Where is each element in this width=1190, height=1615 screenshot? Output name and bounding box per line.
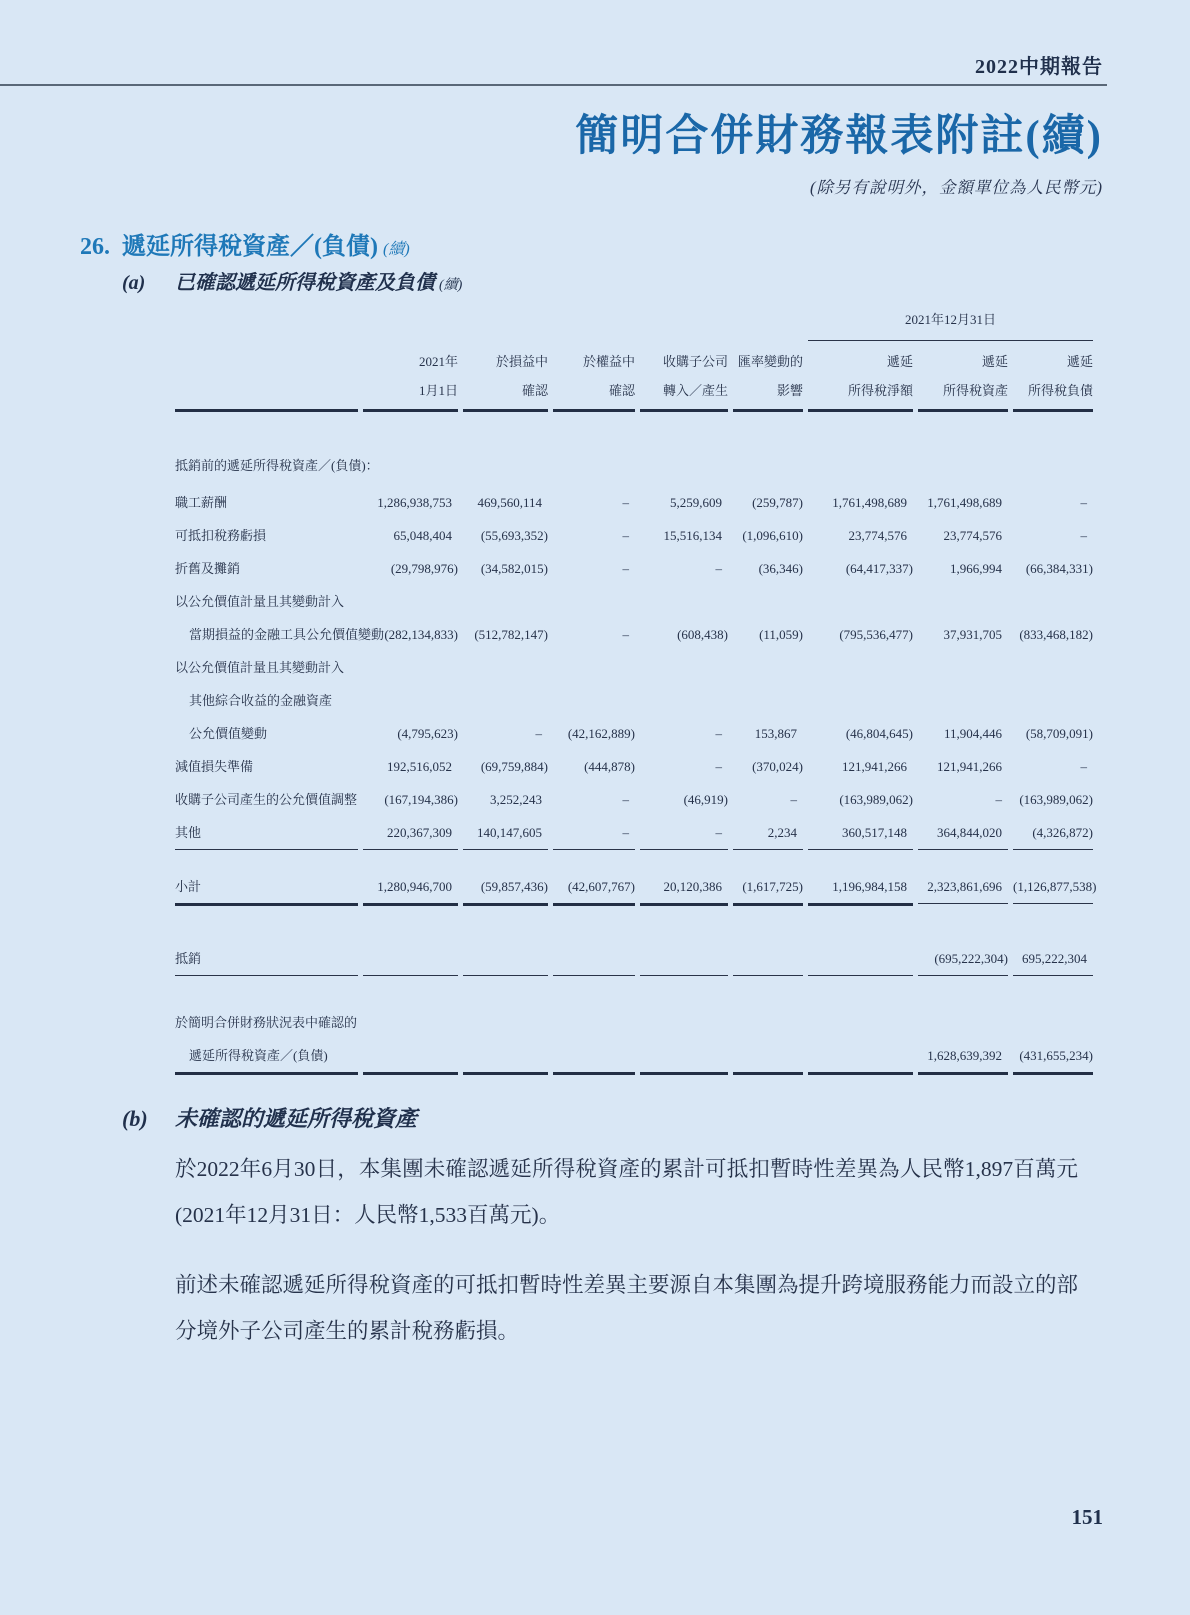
- table-row: [175, 816, 1093, 850]
- cell-value: –: [1080, 759, 1087, 774]
- cell-value: (608,438): [677, 627, 728, 642]
- cell-value: [363, 942, 458, 976]
- table-row: [175, 585, 1093, 618]
- cell-value: 1,966,994: [950, 561, 1002, 576]
- cell-value: (444,878): [584, 759, 635, 774]
- row-label: 遞延所得稅資產／(負債): [175, 1039, 358, 1075]
- cell-value: (370,024): [752, 759, 803, 774]
- cell-value: (512,782,147): [474, 627, 548, 642]
- cell-value: –: [995, 792, 1002, 807]
- cell-value: (167,194,386): [384, 792, 458, 807]
- cell-value: (46,804,645): [845, 726, 913, 741]
- header-rule: [0, 84, 1107, 86]
- row-label-header: [175, 341, 358, 412]
- row-label: 職工薪酬: [175, 495, 228, 510]
- cell-value: (833,468,182): [1019, 627, 1093, 642]
- cell-value: 1,286,938,753: [377, 495, 452, 510]
- cell-value: –: [1080, 528, 1087, 543]
- cell-value: (1,126,877,538): [1013, 870, 1093, 904]
- row-label: 當期損益的金融工具公允價值變動: [189, 627, 385, 642]
- cell-value: 3,252,243: [490, 792, 542, 807]
- cell-value: 1,628,639,392: [918, 1039, 1008, 1075]
- subsection-a-continued-tag: (續): [439, 278, 463, 293]
- cell-value: 1,761,498,689: [927, 495, 1002, 510]
- cell-value: 65,048,404: [393, 528, 452, 543]
- cell-value: [808, 1039, 913, 1075]
- column-header: 匯率變動的 影響: [733, 341, 803, 412]
- cell-value: (163,989,062): [839, 792, 913, 807]
- table-row: [175, 449, 1093, 482]
- cell-value: [463, 942, 548, 976]
- row-label: 收購子公司產生的公允價值調整: [175, 792, 358, 807]
- cell-value: 1,280,946,700: [363, 870, 458, 906]
- cell-value: (1,096,610): [742, 528, 803, 543]
- cell-value: –: [622, 627, 629, 642]
- section-number: 26.: [80, 234, 110, 260]
- table-row: [175, 552, 1093, 585]
- cell-value: [463, 1039, 548, 1075]
- cell-value: 121,941,266: [937, 759, 1002, 774]
- table-row: [175, 870, 1097, 906]
- row-label: 可抵扣稅務虧損: [175, 528, 267, 543]
- table-row: [175, 783, 1093, 816]
- row-label: 減值損失準備: [175, 759, 254, 774]
- row-label: 以公允價值計量且其變動計入: [175, 594, 345, 609]
- column-header: 遞延 所得稅淨額: [808, 341, 913, 412]
- group-date-header: 2021年12月31日: [808, 300, 1093, 341]
- cell-value: [733, 1039, 803, 1075]
- row-label: 折舊及攤銷: [175, 561, 241, 576]
- cell-value: –: [715, 561, 722, 576]
- cell-value: –: [790, 792, 797, 807]
- section-title: 遞延所得稅資產／(負債): [122, 234, 378, 260]
- cell-value: 469,560,114: [477, 495, 542, 510]
- cell-value: 23,774,576: [943, 528, 1002, 543]
- row-label: 小計: [175, 870, 358, 906]
- cell-value: 5,259,609: [670, 495, 722, 510]
- row-label: 以公允價值計量且其變動計入: [175, 660, 345, 675]
- cell-value: –: [622, 561, 629, 576]
- cell-value: 1,196,984,158: [808, 870, 913, 906]
- cell-value: 11,904,446: [943, 726, 1002, 741]
- cell-value: –: [535, 726, 542, 741]
- section-heading: [80, 226, 410, 261]
- subsection-b-heading: [122, 1102, 417, 1133]
- cell-value: 121,941,266: [842, 759, 907, 774]
- cell-value: (42,607,767): [553, 870, 635, 906]
- cell-value: [553, 1039, 635, 1075]
- cell-value: (282,134,833): [384, 627, 458, 642]
- page-number: 151: [1071, 1505, 1103, 1529]
- unrecognised-dta-paragraph-1: 於2022年6月30日，本集團未確認遞延所得稅資產的累計可抵扣暫時性差異為人民幣1,897百萬元(2021年12月31日：人民幣1,533百萬元)。: [175, 1157, 1078, 1227]
- section-label: 抵銷前的遞延所得稅資產／(負債)：: [175, 458, 379, 473]
- cell-value: (29,798,976): [390, 561, 458, 576]
- cell-value: (64,417,337): [845, 561, 913, 576]
- row-label: 於簡明合併財務狀況表中確認的: [175, 1015, 358, 1030]
- cell-value: 37,931,705: [943, 627, 1002, 642]
- cell-value: –: [622, 528, 629, 543]
- cell-value: –: [622, 792, 629, 807]
- cell-value: [808, 942, 913, 976]
- cell-value: –: [1080, 495, 1087, 510]
- table-row: [175, 486, 1093, 519]
- row-label: 其他綜合收益的金融資產: [189, 693, 333, 708]
- cell-value: 2,323,861,696: [918, 870, 1008, 904]
- cell-value: –: [622, 495, 629, 510]
- table-row: [175, 717, 1093, 750]
- table-row: [175, 750, 1093, 783]
- cell-value: (46,919): [683, 792, 728, 807]
- deferred-tax-table: [175, 300, 1097, 1075]
- cell-value: 140,147,605: [463, 816, 548, 850]
- cell-value: 2,234: [733, 816, 803, 850]
- cell-value: (259,787): [752, 495, 803, 510]
- column-header: 遞延 所得稅負債: [1013, 341, 1093, 412]
- cell-value: (795,536,477): [839, 627, 913, 642]
- row-label: 抵銷: [175, 942, 358, 976]
- cell-value: –: [640, 816, 728, 850]
- cell-value: 360,517,148: [808, 816, 913, 850]
- cell-value: (4,326,872): [1013, 816, 1093, 850]
- column-header: 收購子公司 轉入／產生: [640, 341, 728, 412]
- cell-value: 220,367,309: [363, 816, 458, 850]
- report-title-label: 2022中期報告: [975, 56, 1103, 78]
- table-row: [175, 684, 1093, 717]
- cell-value: (4,795,623): [397, 726, 458, 741]
- subsection-a-heading: [122, 266, 462, 295]
- cell-value: [640, 942, 728, 976]
- table-row: [175, 942, 1093, 976]
- cell-value: 23,774,576: [848, 528, 907, 543]
- column-header: 於權益中 確認: [553, 341, 635, 412]
- cell-value: 192,516,052: [387, 759, 452, 774]
- table-row: [175, 1006, 1093, 1039]
- cell-value: (695,222,304): [918, 942, 1008, 976]
- column-header: 遞延 所得稅資產: [918, 341, 1008, 412]
- table-row: [175, 341, 1093, 412]
- cell-value: [733, 942, 803, 976]
- cell-value: (431,655,234): [1013, 1039, 1093, 1075]
- cell-value: 364,844,020: [918, 816, 1008, 850]
- cell-value: (11,059): [759, 627, 803, 642]
- cell-value: 153,867: [754, 726, 797, 741]
- amounts-unit-note: (除另有說明外，金額單位為人民幣元): [810, 178, 1103, 197]
- cell-value: –: [715, 726, 722, 741]
- cell-value: [363, 1039, 458, 1075]
- row-label: 公允價值變動: [189, 726, 268, 741]
- cell-value: (36,346): [758, 561, 803, 576]
- cell-value: –: [553, 816, 635, 850]
- table-row: [175, 519, 1093, 552]
- row-label: 其他: [175, 816, 358, 850]
- section-continued-tag: (續): [382, 241, 410, 258]
- cell-value: (1,617,725): [733, 870, 803, 906]
- cell-value: (69,759,884): [480, 759, 548, 774]
- group-header-spacer: [175, 300, 803, 340]
- cell-value: (66,384,331): [1025, 561, 1093, 576]
- cell-value: [553, 942, 635, 976]
- cell-value: (58,709,091): [1025, 726, 1093, 741]
- subsection-a-label: (a): [122, 272, 146, 294]
- cell-value: 695,222,304: [1013, 942, 1093, 976]
- cell-value: 15,516,134: [663, 528, 722, 543]
- cell-value: (55,693,352): [480, 528, 548, 543]
- subsection-b-title: 未確認的遞延所得稅資產: [175, 1106, 418, 1131]
- cell-value: 20,120,386: [640, 870, 728, 906]
- cell-value: (34,582,015): [480, 561, 548, 576]
- cell-value: –: [715, 759, 722, 774]
- cell-value: (42,162,889): [567, 726, 635, 741]
- column-header: 於損益中 確認: [463, 341, 548, 412]
- cell-value: (163,989,062): [1019, 792, 1093, 807]
- document-title: 簡明合併財務報表附註(續): [575, 113, 1103, 160]
- table-row: [175, 618, 1093, 651]
- cell-value: 1,761,498,689: [832, 495, 907, 510]
- table-row: [175, 651, 1093, 684]
- unrecognised-dta-paragraph-2: 前述未確認遞延所得稅資產的可抵扣暫時性差異主要源自本集團為提升跨境服務能力而設立的部分境外子公司產生的累計稅務虧損。: [175, 1273, 1079, 1343]
- cell-value: (59,857,436): [463, 870, 548, 906]
- table-row: [175, 1039, 1093, 1075]
- subsection-a-title: 已確認遞延所得稅資產及負債: [175, 272, 435, 294]
- cell-value: [640, 1039, 728, 1075]
- subsection-b-label: (b): [122, 1106, 148, 1131]
- table-row: [175, 300, 1093, 341]
- column-header: 2021年 1月1日: [363, 341, 458, 412]
